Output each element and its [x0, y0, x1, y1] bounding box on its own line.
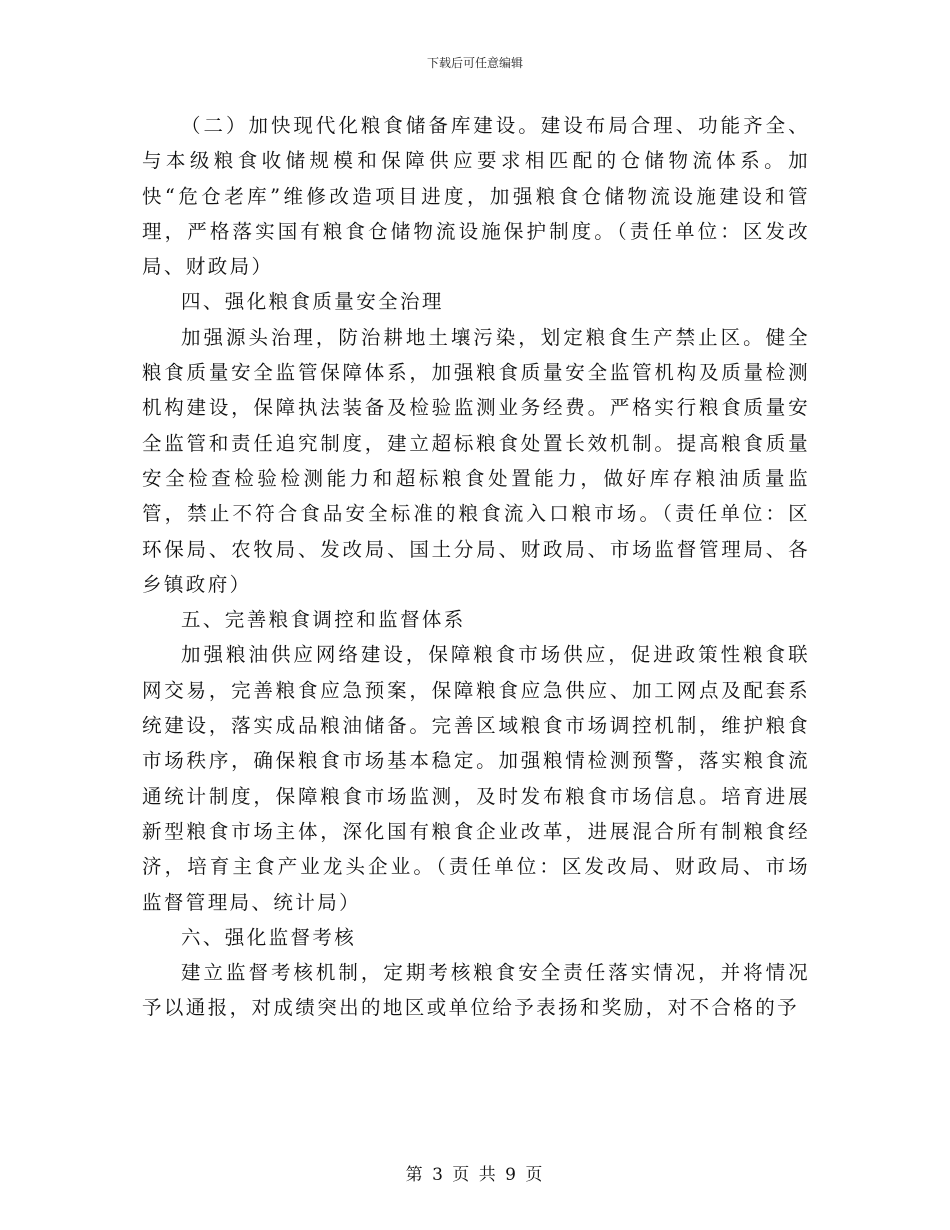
paragraph-warehouse-construction: （二）加快现代化粮食储备库建设。建设布局合理、功能齐全、与本级粮食收储规模和保障供应要求相匹配的仓储物流体系。加快“危仓老库”维修改造项目进度，加强粮食仓储物流设施建设和管理，严格落实国有粮食仓储物流设施保护制度。（责任单位：区发改局、财政局） [142, 114, 810, 279]
section-heading-quality-safety: 四、强化粮食质量安全治理 [181, 290, 444, 314]
section-heading-supervision-assessment: 六、强化监督考核 [181, 925, 357, 949]
paragraph-supervision-assessment: 建立监督考核机制，定期考核粮食安全责任落实情况，并将情况予以通报，对成绩突出的地区或单位给予表扬和奖励，对不合格的予 [142, 961, 810, 1020]
header-note: 下载后可任意编辑 [426, 56, 523, 70]
paragraph-regulation-supervision: 加强粮油供应网络建设，保障粮食市场供应，促进政策性粮食联网交易，完善粮食应急预案，保障粮食应急供应、加工网点及配套系统建设，落实成品粮油储备。完善区域粮食市场调控机制，维护粮食市场秩序，确保粮食市场基本稳定。加强粮情检测预警，落实粮食流通统计制度，保障粮食市场监测，及时发布粮食市场信息。培育进展新型粮食市场主体，深化国有粮食企业改革，进展混合所有制粮食经济，培育主食产业龙头企业。（责任单位：区发改局、财政局、市场监督管理局、统计局） [142, 643, 810, 914]
page-number: 第 3 页 共 9 页 [405, 1165, 545, 1185]
document-body [142, 108, 810, 1026]
section-heading-regulation-supervision: 五、完善粮食调控和监督体系 [181, 608, 466, 632]
paragraph-quality-safety: 加强源头治理，防治耕地土壤污染，划定粮食生产禁止区。健全粮食质量安全监管保障体系，加强粮食质量安全监管机构及质量检测机构建设，保障执法装备及检验监测业务经费。严格实行粮食质量安全监管和责任追究制度，建立超标粮食处置长效机制。提高粮食质量安全检查检验检测能力和超标粮食处置能力，做好库存粮油质量监管，禁止不符合食品安全标准的粮食流入口粮市场。（责任单位：区环保局、农牧局、发改局、国土分局、财政局、市场监督管理局、各乡镇政府） [142, 325, 810, 596]
